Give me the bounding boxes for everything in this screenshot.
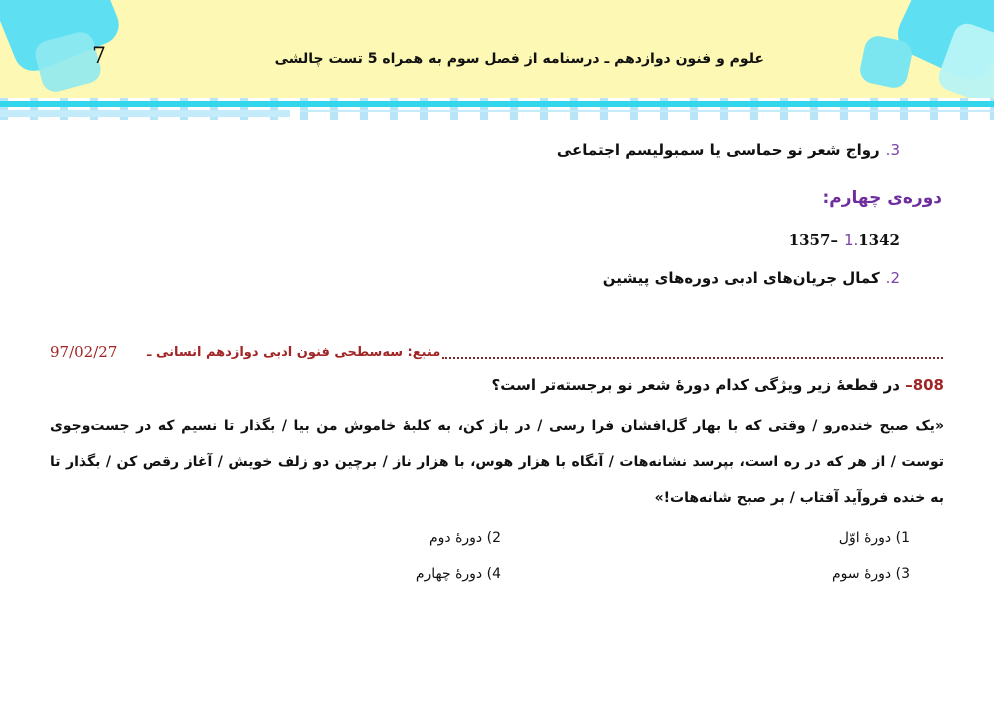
list-item [603, 269, 900, 287]
section-heading: دوره‌ی چهارم: [822, 188, 942, 208]
question-text: در قطعهٔ زیر ویژگی کدام دورهٔ شعر نو برجسته‌تر است؟ [491, 376, 900, 394]
header-stripes [0, 98, 994, 120]
page-title: علوم و فنون دوازدهم ـ درسنامه از فصل سوم به همراه 5 تست چالشی [274, 51, 764, 67]
list-number: 1. [843, 231, 859, 249]
list-item [789, 231, 900, 249]
option-4[interactable]: 4) دورهٔ چهارم [415, 566, 501, 582]
source-date: 97/02/27 [50, 343, 118, 361]
option-3[interactable]: 3) دورهٔ سوم [831, 566, 910, 582]
source-line [50, 343, 943, 363]
source-text: منبع: سه‌سطحی فنون ادبی دوازدهم انسانی ـ [147, 345, 441, 360]
question-number: 808– [905, 376, 944, 394]
page-header [0, 0, 994, 98]
question-stem [492, 376, 944, 394]
decorative-square [858, 34, 915, 91]
option-2[interactable]: 2) دورهٔ دوم [428, 530, 501, 546]
list-text: 1342–1357 [788, 231, 900, 249]
option-1[interactable]: 1) دورهٔ اوّل [838, 530, 910, 546]
list-number: 3. [885, 141, 900, 159]
dotted-leader [442, 347, 943, 359]
poem-text: «یک صبح خنده‌رو / وقتی که با بهار گل‌افشان فرا رسی / در باز کن، به کلبهٔ خاموش من بیا / بگذار تا نسیم که در جست‌وجوی توست / از هر که در ره است، بپرسد نشانه‌هات / آنگاه با هزار هوس، با هزار ناز / برچین دو زلف خویش / آغاز رقص کن / بگذار تا به خنده فروآید آفتاب / بر صبح شانه‌هات!» [50, 418, 944, 506]
list-text: رواج شعر نو حماسی یا سمبولیسم اجتماعی [556, 141, 880, 159]
list-text: کمال جریان‌های ادبی دوره‌های پیشین [602, 269, 880, 287]
page-number: 7 [92, 44, 106, 69]
list-number: 2. [885, 269, 900, 287]
list-item [557, 141, 900, 159]
